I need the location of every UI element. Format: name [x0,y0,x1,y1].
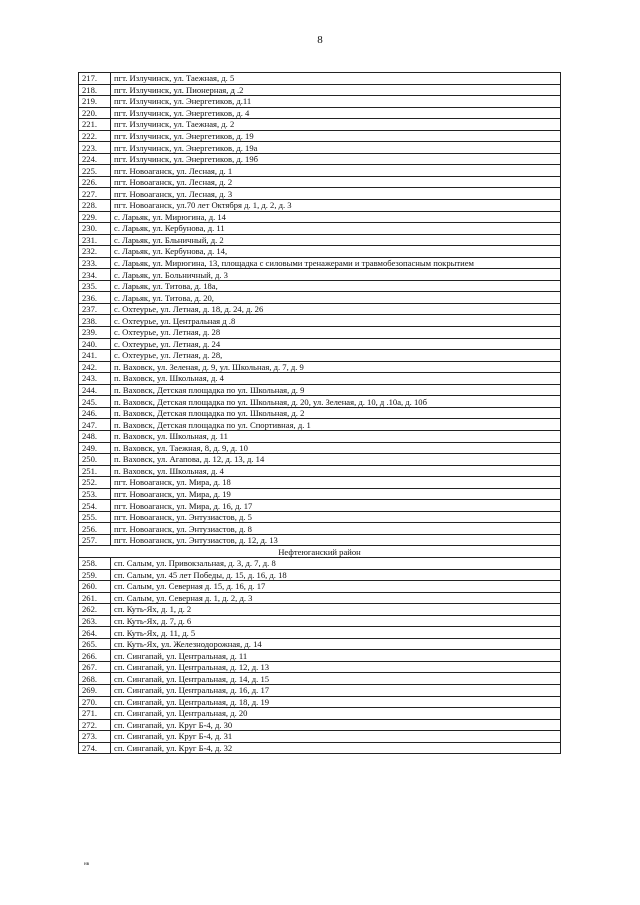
row-number: 263. [79,615,111,627]
row-number: 249. [79,442,111,454]
row-number: 238. [79,315,111,327]
row-number: 248. [79,430,111,442]
row-address: пгт. Новоаганск, ул. Энтузиастов, д. 5 [111,511,561,523]
row-number: 252. [79,477,111,489]
table-row [79,269,561,281]
row-number: 227. [79,188,111,200]
row-number: 239. [79,327,111,339]
row-number: 242. [79,361,111,373]
row-address: с. Ларьяк, ул. Титова, д. 18а, [111,280,561,292]
address-table-body [79,73,561,754]
row-number: 271. [79,708,111,720]
table-row [79,315,561,327]
row-address: пгт. Излучинск, ул. Энергетиков, д. 19а [111,142,561,154]
table-row [79,257,561,269]
row-number: 250. [79,454,111,466]
row-number: 226. [79,176,111,188]
footer-mark: нв [84,862,90,867]
table-row [79,153,561,165]
row-number: 241. [79,350,111,362]
row-number: 224. [79,153,111,165]
row-address: п. Ваховск, ул. Таежная, 8, д. 9, д. 10 [111,442,561,454]
table-row [79,684,561,696]
row-number: 234. [79,269,111,281]
row-address: сп. Сингапай, ул. Центральная, д. 20 [111,708,561,720]
row-address: пгт. Новоаганск, ул. Мира, д. 18 [111,477,561,489]
table-row [79,96,561,108]
table-row [79,500,561,512]
table-row [79,84,561,96]
row-number: 274. [79,742,111,754]
row-address: пгт. Излучинск, ул. Энергетиков, д. 19б [111,153,561,165]
table-row [79,303,561,315]
row-address: пгт. Излучинск, ул. Энергетиков, д.11 [111,96,561,108]
row-number: 219. [79,96,111,108]
table-row [79,419,561,431]
table-row [79,384,561,396]
row-number: 257. [79,534,111,546]
table-row [79,627,561,639]
table-row [79,511,561,523]
table-row [79,581,561,593]
row-address: сп. Сингапай, ул. Круг Б-4, д. 30 [111,719,561,731]
table-row [79,661,561,673]
table-row [79,673,561,685]
table-row [79,708,561,720]
row-number: 230. [79,223,111,235]
table-row [79,200,561,212]
table-row [79,523,561,535]
row-number: 269. [79,684,111,696]
row-number: 266. [79,650,111,662]
row-address: п. Ваховск, ул. Школьная, д. 11 [111,430,561,442]
section-row [79,546,561,558]
row-address: пгт. Излучинск, ул. Энергетиков, д. 4 [111,107,561,119]
table-row [79,130,561,142]
row-number: 222. [79,130,111,142]
row-address: п. Ваховск, ул. Зеленая, д. 9, ул. Школьная, д. 7, д. 9 [111,361,561,373]
row-address: п. Ваховск, ул. Школьная, д. 4 [111,465,561,477]
row-number: 233. [79,257,111,269]
table-row [79,719,561,731]
table-row [79,731,561,743]
row-address: сп. Куть-Ях, ул. Железнодорожная, д. 14 [111,638,561,650]
row-address: с. Ларьяк, ул. Больничный, д. 3 [111,269,561,281]
page-number: 8 [317,34,323,46]
row-number: 217. [79,73,111,85]
row-number: 270. [79,696,111,708]
row-number: 254. [79,500,111,512]
table-row [79,442,561,454]
row-number: 237. [79,303,111,315]
row-address: сп. Куть-Ях, д. 11, д. 5 [111,627,561,639]
row-number: 264. [79,627,111,639]
table-row [79,454,561,466]
row-address: пгт. Новоаганск, ул. Энтузиастов, д. 12, д. 13 [111,534,561,546]
row-address: с. Ларьяк, ул. Бльничный, д. 2 [111,234,561,246]
table-row [79,488,561,500]
table-row [79,361,561,373]
row-number: 253. [79,488,111,500]
row-number: 246. [79,407,111,419]
table-row [79,280,561,292]
row-number: 245. [79,396,111,408]
row-address: пгт. Новоаганск, ул. Мира, д. 19 [111,488,561,500]
row-number: 225. [79,165,111,177]
table-row [79,696,561,708]
table-row [79,569,561,581]
table-row [79,373,561,385]
table-row [79,407,561,419]
table-row [79,107,561,119]
row-address: пгт. Излучинск, ул. Таежная, д. 2 [111,119,561,131]
row-address: п. Ваховск, Детская площадка по ул. Школьная, д. 9 [111,384,561,396]
row-address: с. Ларьяк, ул. Титова, д. 20, [111,292,561,304]
row-address: пгт. Излучинск, ул. Энергетиков, д. 19 [111,130,561,142]
row-address: с. Ларьяк, ул. Кербунова, д. 14, [111,246,561,258]
table-row [79,142,561,154]
row-address: сп. Сингапай, ул. Центральная, д. 12, д. 13 [111,661,561,673]
row-number: 268. [79,673,111,685]
row-number: 235. [79,280,111,292]
row-number: 255. [79,511,111,523]
row-address: сп. Сингапай, ул. Центральная, д. 16, д. 17 [111,684,561,696]
row-address: пгт. Новоаганск, ул.70 лет Октября д. 1, д. 2, д. 3 [111,200,561,212]
row-address: п. Ваховск, ул. Агапова, д. 12, д. 13, д. 14 [111,454,561,466]
row-number: 232. [79,246,111,258]
row-address: п. Ваховск, Детская площадка по ул. Школьная, д. 20, ул. Зеленая, д. 10, д .10а, д. 10б [111,396,561,408]
row-number: 256. [79,523,111,535]
row-address: сп. Куть-Ях, д. 1, д. 2 [111,604,561,616]
table-row [79,430,561,442]
row-number: 265. [79,638,111,650]
table-row [79,650,561,662]
row-number: 272. [79,719,111,731]
row-number: 221. [79,119,111,131]
row-address: с. Ларьяк, ул. Кербунова, д. 11 [111,223,561,235]
row-number: 240. [79,338,111,350]
table-row [79,350,561,362]
row-address: сп. Салым, ул. 45 лет Победы, д. 15, д. 16, д. 18 [111,569,561,581]
table-row [79,557,561,569]
row-address: сп. Салым, ул. Северная д. 15, д. 16, д. 17 [111,581,561,593]
table-row [79,234,561,246]
table-row [79,338,561,350]
table-row [79,396,561,408]
table-row [79,592,561,604]
row-address: с. Охтеурье, ул. Летная, д. 28, [111,350,561,362]
table-row [79,477,561,489]
table-row [79,119,561,131]
table-row [79,638,561,650]
row-address: с. Ларьяк, ул. Мирюгина, д. 14 [111,211,561,223]
row-address: пгт. Новоаганск, ул. Лесная, д. 3 [111,188,561,200]
table-row [79,742,561,754]
row-address: с. Ларьяк, ул. Мирюгина, 13, площадка с силовыми тренажерами и травмобезопасным покрытием [111,257,561,269]
row-number: 273. [79,731,111,743]
row-number: 243. [79,373,111,385]
table-row [79,165,561,177]
row-address: сп. Сингапай, ул. Центральная, д. 11 [111,650,561,662]
row-address: сп. Сингапай, ул. Круг Б-4, д. 31 [111,731,561,743]
row-number: 244. [79,384,111,396]
row-number: 236. [79,292,111,304]
row-address: п. Ваховск, Детская площадка по ул. Спортивная, д. 1 [111,419,561,431]
row-address: с. Охтеурье, ул. Летная, д. 18, д. 24, д. 26 [111,303,561,315]
table-row [79,223,561,235]
row-number: 261. [79,592,111,604]
table-row [79,327,561,339]
row-address: пгт. Новоаганск, ул. Мира, д. 16, д. 17 [111,500,561,512]
row-address: сп. Сингапай, ул. Круг Б-4, д. 32 [111,742,561,754]
table-row [79,292,561,304]
row-address: сп. Салым, ул. Северная д. 1, д. 2, д. 3 [111,592,561,604]
row-address: пгт. Излучинск, ул. Пионерная, д .2 [111,84,561,96]
row-number: 259. [79,569,111,581]
table-row [79,465,561,477]
row-number: 218. [79,84,111,96]
address-table [78,72,561,754]
table-row [79,246,561,258]
row-number: 231. [79,234,111,246]
row-number: 267. [79,661,111,673]
row-number: 247. [79,419,111,431]
row-address: с. Охтеурье, ул. Центральная д .8 [111,315,561,327]
table-row [79,615,561,627]
row-address: с. Охтеурье, ул. Летная, д. 28 [111,327,561,339]
row-number: 251. [79,465,111,477]
row-address: с. Охтеурье, ул. Летная, д. 24 [111,338,561,350]
row-number: 223. [79,142,111,154]
row-address: пгт. Новоаганск, ул. Лесная, д. 2 [111,176,561,188]
table-row [79,604,561,616]
row-number: 262. [79,604,111,616]
row-address: сп. Сингапай, ул. Центральная, д. 14, д. 15 [111,673,561,685]
row-number: 229. [79,211,111,223]
table-row [79,534,561,546]
row-number: 258. [79,557,111,569]
section-title: Нефтеюганский район [79,546,561,558]
table-row [79,211,561,223]
row-address: сп. Сингапай, ул. Центральная, д. 18, д. 19 [111,696,561,708]
row-address: п. Ваховск, Детская площадка по ул. Школьная, д. 2 [111,407,561,419]
row-address: п. Ваховск, ул. Школьная, д. 4 [111,373,561,385]
row-address: сп. Салым, ул. Привокзальная, д. 3, д. 7, д. 8 [111,557,561,569]
row-address: пгт. Новоаганск, ул. Лесная, д. 1 [111,165,561,177]
row-number: 220. [79,107,111,119]
row-address: пгт. Новоаганск, ул. Энтузиастов, д. 8 [111,523,561,535]
table-row [79,73,561,85]
row-address: сп. Куть-Ях, д. 7, д. 6 [111,615,561,627]
row-address: пгт. Излучинск, ул. Таежная, д. 5 [111,73,561,85]
table-row [79,176,561,188]
row-number: 260. [79,581,111,593]
table-row [79,188,561,200]
row-number: 228. [79,200,111,212]
